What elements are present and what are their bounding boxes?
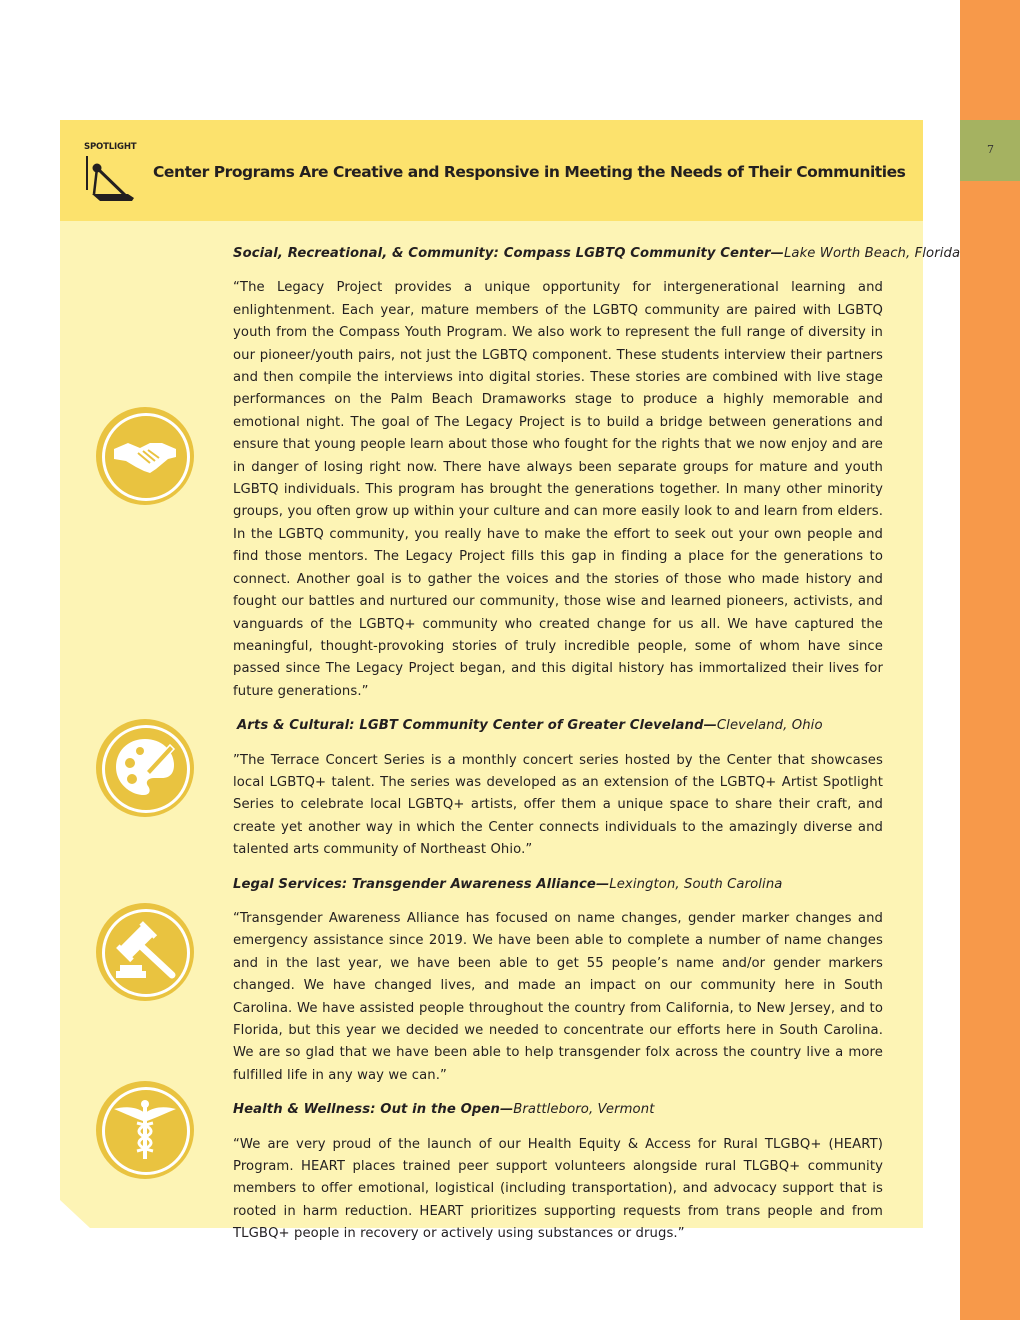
gavel-icon (96, 903, 194, 1001)
section-title: Arts & Cultural: LGBT Community Center of Greater Cleveland—Cleveland, Ohio (237, 718, 823, 734)
spotlight-lamp-icon (84, 154, 140, 206)
caduceus-icon (96, 1081, 194, 1179)
side-accent-bar (960, 0, 1020, 1320)
handshake-icon (96, 407, 194, 505)
spotlight-content (233, 243, 961, 1258)
paint-palette-icon (96, 719, 194, 817)
section-body: “We are very proud of the launch of our Health Equity & Access for Rural TLGBQ+ (HEART) Program. HEART places trained peer support volunteers alongside rural TLGBQ+ community members to offer emotional, logistical (including transportation), and advocacy support that is rooted in harm reduction. HEART prioritizes supporting requests from trans people and from TLGBQ+ people in recovery or actively using substances or drugs.” (233, 1136, 883, 1242)
section-title: Health & Wellness: Out in the Open—Brattleboro, Vermont (233, 1102, 655, 1118)
section-title: Legal Services: Transgender Awareness Alliance—Lexington, South Carolina (233, 876, 783, 892)
section-body: ”The Terrace Concert Series is a monthly concert series hosted by the Center that showcases local LGBTQ+ talent. The series was developed as an extension of the LGBTQ+ Artist Spotlight Series to celebrate local LGBTQ+ artists, offer them a unique space to share their craft, and create yet another way in which the Center connects individuals to the amazingly diverse and talented arts community of Northeast Ohio.” (233, 752, 883, 858)
page-title: Center Programs Are Creative and Responsive in Meeting the Needs of Their Communities (153, 163, 906, 181)
page-number: 7 (987, 143, 994, 156)
section-body: “The Legacy Project provides a unique opportunity for intergenerational learning and enlightenment. Each year, mature members of the LGBTQ community are paired with LGBTQ youth from the Compass Youth Program. We also work to represent the full range of diversity in our pioneer/youth pairs, not just the LGBTQ component. These students interview their partners and then compile the interviews into digital stories. These stories are combined with live stage performances on the Palm Beach Dramaworks stage to produce a highly memorable and emotional night. The goal of The Legacy Project is to build a bridge between generations and ensure that young people learn about those who fought for the rights that we now enjoy and are in danger of losing right now. There have always been separate groups for mature and youth LGBTQ individuals. This program has brought the generations together. In many other minority groups, you often grow up within your culture and can more easily look to and learn from elders. In the LGBTQ community, you really have to make the effort to seek out your own people and find those mentors. The Legacy Project fills this gap in finding a place for the generations to connect. Another goal is to gather the voices and the stories of those who made history and fought our battles and nurtured our community, those wise and learned pioneers, activists, and vanguards of the LGBTQ+ community who created change for us all. We have captured the meaningful, thought-provoking stories of truly incredible people, some of whom have since passed since The Legacy Project began, and this digital history has immortalized their lives for future generations.” (233, 280, 883, 699)
section-body: “Transgender Awareness Alliance has focused on name changes, gender marker changes and emergency assistance since 2019. We have been able to complete a number of name changes and in the last year, we have been able to get 55 people’s name and/or gender markers changed. We have changed lives, and made an impact on our community here in South Carolina. We have assisted people throughout the country from California, to New Jersey, and to Florida, but this year we decided we needed to concentrate our efforts here in South Carolina. We are so glad that we have been able to help transgender folx across the country live a more fulfilled life in any way we can.” (233, 910, 883, 1083)
spotlight-label: SPOTLIGHT (84, 142, 137, 152)
section-title: Social, Recreational, & Community: Compass LGBTQ Community Center—Lake Worth Beach, Florida (233, 246, 961, 261)
